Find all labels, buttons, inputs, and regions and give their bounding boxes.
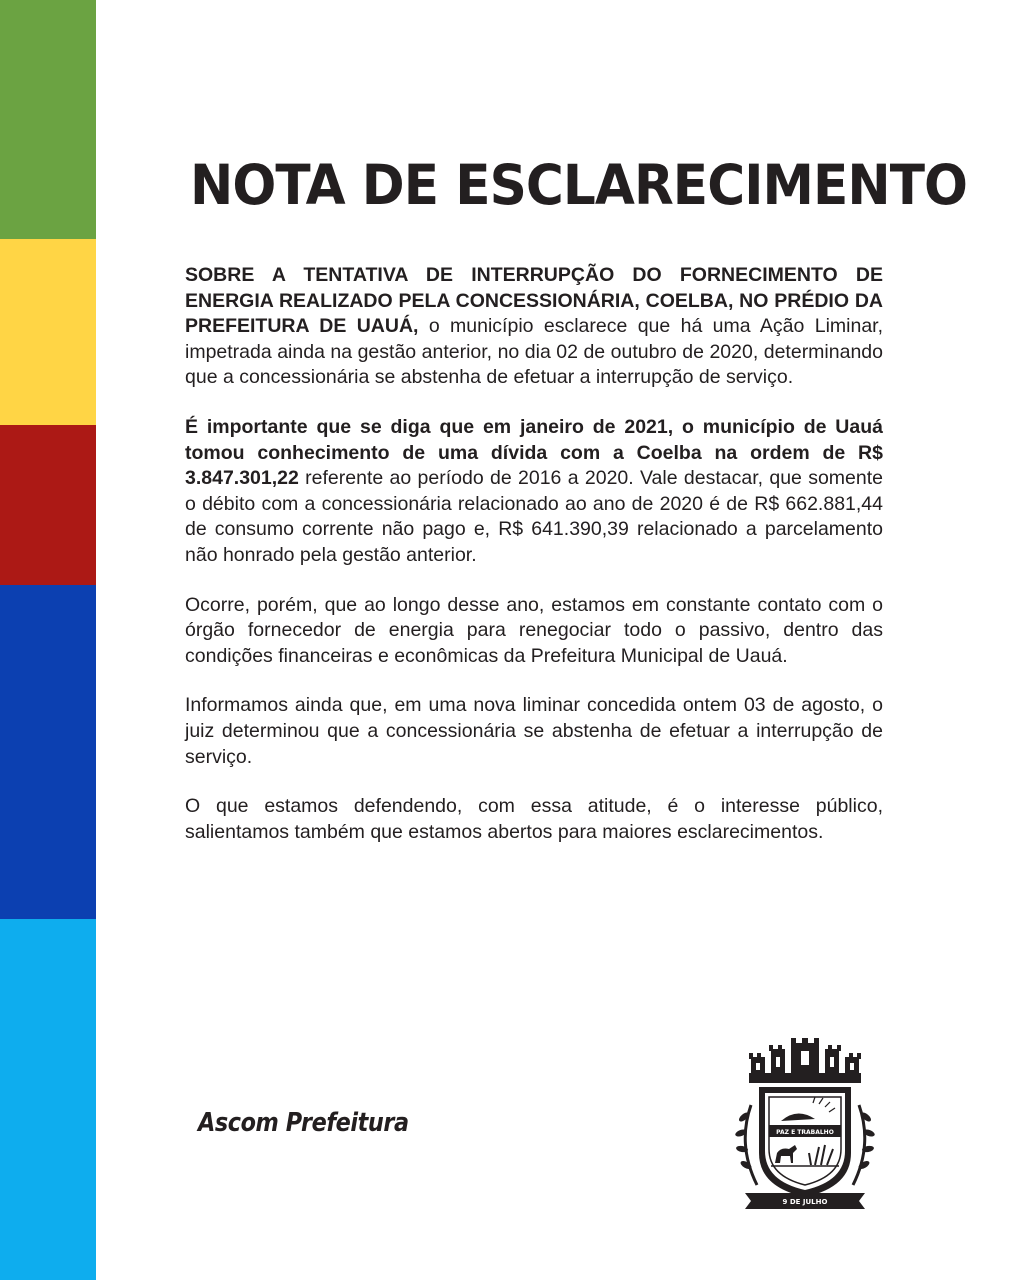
paragraph-1-bold: SOBRE A TENTATIVA DE INTERRUPÇÃO DO FORNECIMENTO DE ENERGIA REALIZADO PELA CONCESSIONÁRIA, COELBA, NO PRÉDIO DA PREFEITURA DE UAUÁ,: [185, 264, 883, 338]
note-body: [185, 263, 883, 869]
signature: Ascom Prefeitura: [198, 1108, 409, 1138]
paragraph-3: Ocorre, porém, que ao longo desse ano, estamos em constante contato com o órgão fornecedor de energia para renegociar todo o passivo, dentro das condições financeiras e econômicas da Prefeitura Municipal de Uauá.: [185, 593, 883, 667]
paragraph-4: Informamos ainda que, em uma nova liminar concedida ontem 03 de agosto, o juiz determinou que a concessionária se abstenha de efetuar a interrupção de serviço.: [185, 694, 883, 768]
paragraph-2-text: referente ao período de 2016 a 2020. Vale destacar, que somente o débito com a concessionária relacionado ao ano de 2020 é de R$ 662.881,44 de consumo corrente não pago e, R$ 641.390,39 relacionado a parcelamento não honrado pela gestão anterior.: [185, 467, 883, 566]
municipal-crest-icon: [735, 1035, 875, 1215]
crest-ribbon: 9 DE JULHO: [782, 1198, 828, 1206]
paragraph-5: O que estamos defendendo, com essa atitude, é o interesse público, salientamos também que estamos abertos para maiores esclarecimentos.: [185, 795, 883, 843]
crest-motto: PAZ E TRABALHO: [776, 1129, 834, 1136]
stripe-yellow: [0, 239, 96, 425]
paragraph-1: [185, 263, 883, 391]
stripe-blue: [0, 585, 96, 919]
color-stripe: [0, 0, 96, 1280]
page-title: NOTA DE ESCLARECIMENTO: [190, 153, 968, 217]
paragraph-2-bold: É importante que se diga que em janeiro de 2021, o município de Uauá tomou conhecimento de uma dívida com a Coelba na ordem de R$ 3.847.301,22: [185, 415, 883, 490]
paragraph-1-text: o município esclarece que há uma Ação Liminar, impetrada ainda na gestão anterior, no dia 02 de outubro de 2020, determinando que a concessionária se abstenha de efetuar a interrupção de serviço.: [185, 315, 883, 389]
stripe-cyan: [0, 919, 96, 1280]
stripe-green: [0, 0, 96, 239]
paragraph-2: [185, 415, 883, 569]
stripe-red: [0, 425, 96, 585]
